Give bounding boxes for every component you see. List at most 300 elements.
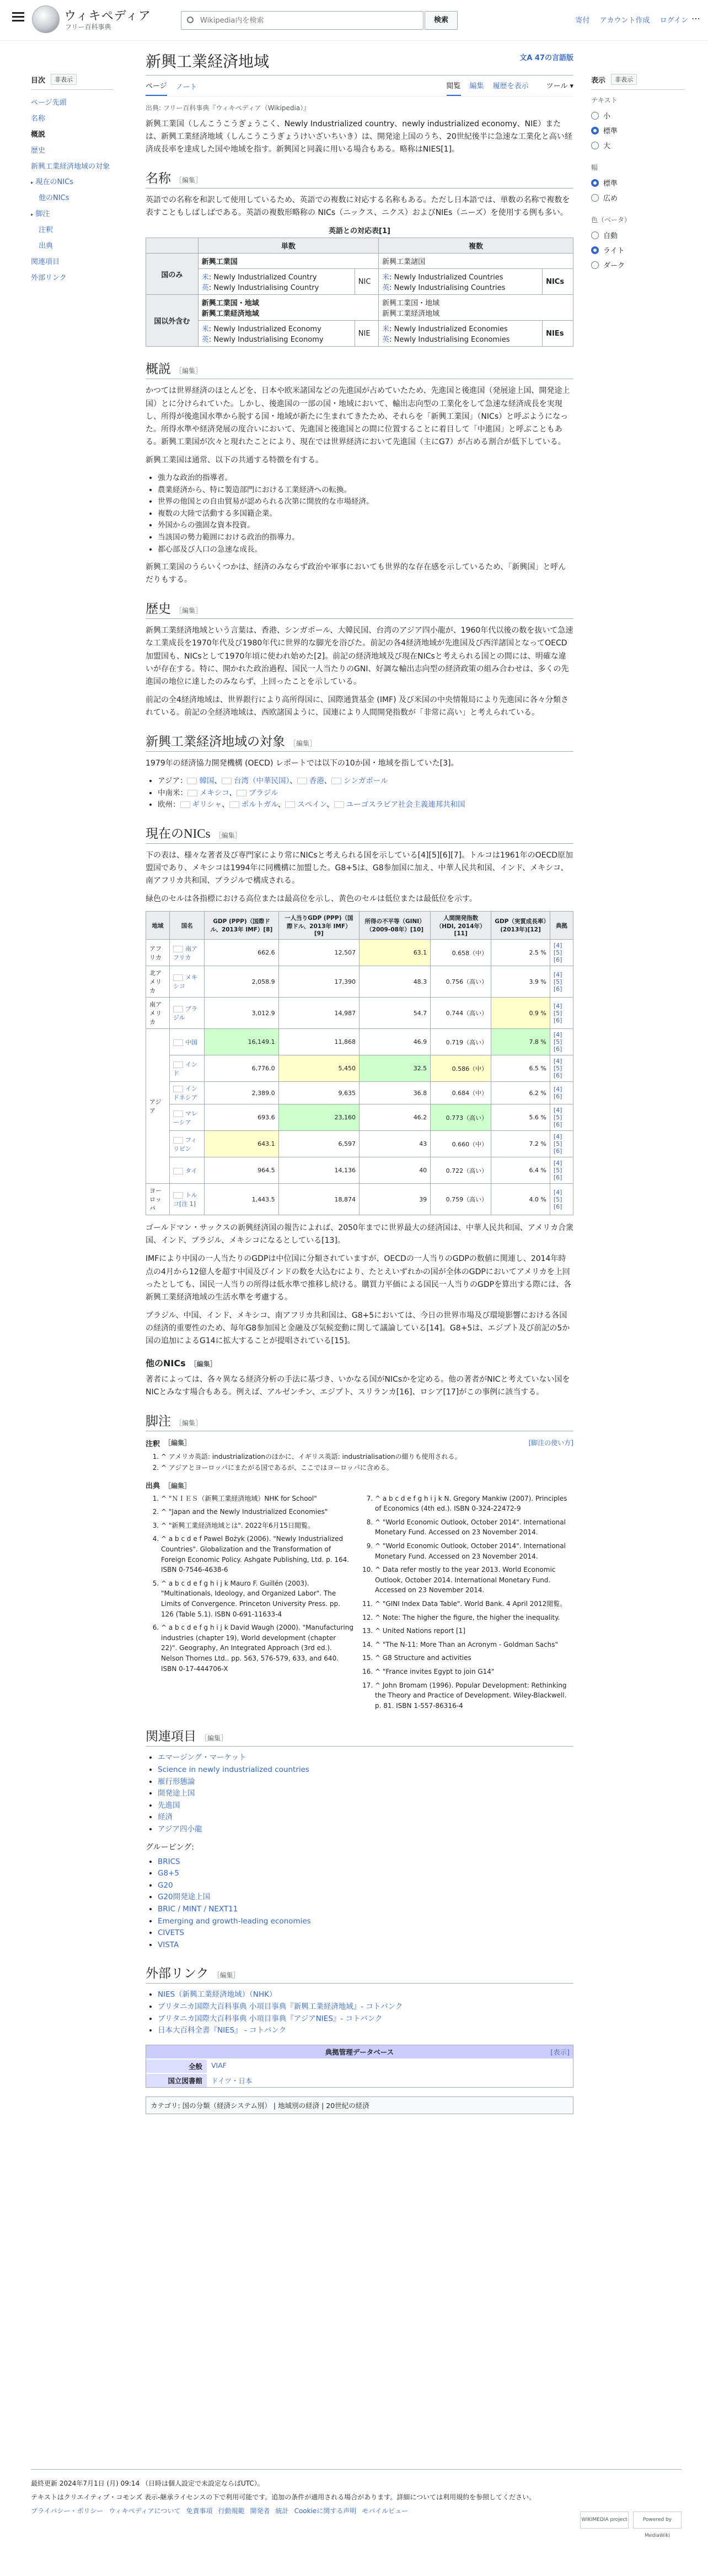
related-item-text[interactable]: 経済 (158, 1813, 173, 1822)
tab-page[interactable]: ページ (146, 76, 167, 96)
tab-read[interactable]: 閲覧 (447, 76, 461, 96)
target-p: 1979年の経済協力開発機構 (OECD) レポートでは以下の10か国・地域を指していた[3]。 (146, 759, 459, 768)
page-tabs (146, 76, 573, 96)
flag-icon (331, 778, 341, 784)
country-link[interactable]: 南アフリカ (173, 945, 197, 961)
edit-link[interactable]: ［編集］ (175, 1419, 202, 1427)
reference-item: 11. ^ "GINI Index Data Table". World Bank. 4 April 2012閲覧。 (375, 1599, 568, 1609)
tab-tools[interactable]: ツール ▾ (546, 82, 573, 90)
site-sub: 出典: フリー百科事典『ウィキペディア（Wikipedia）』 (146, 104, 310, 112)
color-auto[interactable]: 自動 (591, 228, 685, 242)
reference-item: 4. ^ a b c d e f Pawel Bożyk (2006). "Newly Industrialized Countries". Globalization and the Transformation of Foreign Economic Policy. Ashgate Publishing, Ltd. p. 164. ISBN 0-7546-4638-6 (161, 1534, 354, 1575)
footer-link[interactable]: ウィキペディアについて (109, 2507, 181, 2515)
country-link[interactable]: ギリシャ (192, 800, 222, 810)
search-box[interactable] (181, 11, 423, 30)
flag-icon (173, 1006, 183, 1012)
flag-icon (173, 1061, 183, 1068)
list-item: • 強力な政治的指導者。 (158, 472, 573, 484)
current-p2: 緑色のセルは各指標における高位または最高位を示し、黄色のセルは低位または最低位を示す。 (146, 894, 477, 904)
section-current: 現在のNICs ［編集］ (146, 823, 573, 844)
data-cell: 5,450 (278, 1055, 359, 1082)
license-text: テキストはクリエイティブ・コモンズ 表示-継承ライセンスの下で利用可能です。追加の条件が適用される場合があります。詳細については利用規約を参照してください。 (31, 2493, 536, 2502)
page-title: 新興工業経済地域 (146, 44, 573, 76)
toc-sidebar (31, 74, 114, 287)
data-cell: 11,868 (278, 1029, 359, 1055)
data-cell: 0.684（中） (431, 1082, 491, 1104)
flag-icon (173, 1137, 183, 1144)
search-button[interactable]: 検索 (425, 11, 458, 30)
source-cell: [4][5][6] (550, 1104, 573, 1131)
country-link[interactable]: ユーゴスラビア社会主義連邦共和国 (346, 800, 465, 810)
reference-item: 8. ^ "World Economic Outlook, October 2014". International Monetary Fund. Accessed on 23 November 2014. (375, 1517, 568, 1538)
data-cell: 23,160 (278, 1104, 359, 1131)
color-light[interactable]: ライト (591, 242, 685, 257)
list-item: • 複数の大陸で活動する多国籍企業。 (158, 508, 573, 520)
flag-icon (173, 1192, 183, 1199)
text-size-large[interactable]: 大 (591, 138, 685, 153)
external-item-text[interactable]: 日本大百科全書『NIES』 - コトバンク (158, 2026, 287, 2035)
data-cell: 6.5 % (491, 1055, 550, 1082)
donate-link[interactable]: 寄付 (575, 17, 590, 25)
data-cell: 0.660（中） (431, 1131, 491, 1157)
toc-item-label: 現在のNICs (35, 178, 73, 187)
data-cell: 643.1 (205, 1131, 278, 1157)
toc-item[interactable] (31, 159, 114, 175)
table-header: 所得の不平等（GINI）（2009-08年）[10] (360, 912, 431, 940)
footer-link[interactable]: モバイルビュー (362, 2507, 409, 2515)
country-cell (169, 1131, 205, 1157)
country-cell (169, 1184, 205, 1215)
current-p4: IMFにより中国の一人当たりのGDPは中位国に分類されていますが、OECDの一人当りのGDPの数値に関連し、2014年時点の4月から12億人を超す中国及びインドの数を大込むにより、たとえいずれかの国が全体のGDPにおいてアメリカを上回ったとしても、国民一人当りの所得は低水準で推移し続ける。購買力平価による国民一人当りのGDPを算出する際には、各新興工業経済地域の生活水準を考慮する。 (146, 1254, 572, 1302)
table-header: GDP (PPP)（国際ドル、2013年 IMF）[8] (205, 912, 278, 940)
edit-link[interactable]: ［編集］ (175, 367, 202, 375)
section-target: 新興工業経済地域の対象 ［編集］ (146, 731, 573, 752)
name-table: 単数 複数 国のみ 新興工業国 新興工業諸国 米: Newly Industrialized Country 英: Newly Industrialising Country NIC 米: Newly Industrialized Countries 英: Newly Industrialising Countries NICs 国以外含む 新興工業国・地域 新興工業経済地域 新興工業国・地域 新興工業経済地域 米: Newly Industrialized Economy 英: Newly Industrialising Economy NIE 米: Newly Industrialized Economies 英: Newly Industrialising Economies NIEs (146, 238, 573, 347)
article (146, 44, 573, 2114)
toc-item[interactable] (31, 239, 114, 255)
table-header: 典拠 (550, 912, 573, 940)
lead-paragraph: 新興工業国（しんこうこうぎょうこく、Newly Industrialized country、newly industrialized economy、NIE）または、新興工業経済地域（しんこうこうぎょうけいざいちいき）は、開発途上国のうち、20世紀後半に急速な工業化と高い経済成長率を達成した国や地域を指す。新興国と同義に用いる場合もある。略称はNIES[1]。 (146, 120, 572, 154)
reference-item: 10. ^ Data refer mostly to the year 2013. World Economic Outlook, October 2014. International Monetary Fund. Accessed on 23 November 2014. (375, 1565, 568, 1596)
reference-item: 3. ^ "新興工業経済地域とは". 2022年6月15日閲覧。 (161, 1521, 354, 1531)
overview-p3: 新興工業国のうらいくつかは、経済のみならず政治や軍事においても世界的な存在感を示しているため、「新興国」と呼んだりもする。 (146, 563, 566, 585)
related-item-text[interactable]: 雁行形態論 (158, 1777, 195, 1786)
data-cell: 48.3 (360, 966, 431, 998)
country-cell (169, 1029, 205, 1055)
reference-item: 6. ^ a b c d e f g h i j k David Waugh (2000). "Manufacturing industries (chapter 19), World development (chapter 22)". Geography, An Integrated Approach (3rd ed.). Nelson Thornes Ltd.. pp. 563, 576-579, 633, and 640. ISBN 0-17-444706-X (161, 1623, 354, 1674)
data-cell: 6,776.0 (205, 1055, 278, 1082)
country-link[interactable]: インドネシア (173, 1085, 197, 1102)
current-p3: ゴールドマン・サックスの新興経済国の報告によれば、2050年までに世界最大の経済国は、中華人民共和国、アメリカ合衆国、インド、ブラジル、メキシコになるとしている[13]。 (146, 1224, 573, 1246)
region-cell: 北アメリカ (146, 966, 170, 998)
toc-item[interactable] (31, 95, 114, 111)
text-size-standard[interactable]: 標準 (591, 123, 685, 138)
toc-item[interactable] (31, 207, 114, 223)
data-cell: 3,012.9 (205, 998, 278, 1029)
text-size-small[interactable]: 小 (591, 108, 685, 123)
external-item (158, 2013, 573, 2025)
toc-item-label: 関連項目 (31, 257, 60, 266)
toc-item[interactable] (31, 271, 114, 287)
grouping-label: グルーピング: (146, 1842, 195, 1852)
related-item (158, 1824, 573, 1836)
country-cell (169, 1055, 205, 1082)
data-cell: 1,443.5 (205, 1184, 278, 1215)
wordmark[interactable]: ウィキペディア (64, 9, 151, 23)
last-modified: 最終更新 2024年7月1日 (月) 09:14 （日時は個人設定で未設定ならばUTC）。 (31, 2480, 264, 2487)
footer-link[interactable]: 統計 (275, 2507, 289, 2515)
footer-link[interactable]: Cookieに関する声明 (294, 2507, 357, 2515)
reference-item: 9. ^ "World Economic Outlook, October 2014". International Monetary Fund. Accessed on 23 November 2014. (375, 1541, 568, 1561)
group-item (158, 1856, 573, 1868)
related-item-text[interactable]: アジア四小龍 (158, 1824, 202, 1834)
color-label: 色（ベータ） (591, 216, 631, 224)
authority-link[interactable]: ドイツ・日本 (211, 2076, 253, 2085)
other-p: 著者によっては、各々異なる経済分析の手法に基づき、いかなる国がNICsかを定める。他の著者がNICと考えていない国をNICとみなす場合もある。例えば、アルゼンチン、エジプト、スリランカ[16]、ロシア[17]がこの事例に該当する。 (146, 1375, 570, 1397)
data-cell: 9,635 (278, 1082, 359, 1104)
reference-item: 2. ^ "Japan and the Newly Industrialized Economies" (161, 1507, 354, 1517)
toc-item-label: 外部リンク (31, 273, 67, 282)
data-cell: 14,136 (278, 1157, 359, 1184)
country-link[interactable]: 韓国 (199, 777, 214, 786)
external-item-text[interactable]: ブリタニカ国際大百科事典 小項目事典『新興工業経済地域』- コトバンク (158, 2002, 403, 2011)
reference-item: 14. ^ "The N-11: More Than an Acronym - Goldman Sachs" (375, 1640, 568, 1650)
group-item (158, 1939, 573, 1952)
list-item: • 農業経済から、特に製造部門における工業経済への転換。 (158, 484, 573, 497)
source-cell: [4][5][6] (550, 1055, 573, 1082)
toc-item-label: 名称 (31, 114, 46, 123)
related-item (158, 1752, 573, 1764)
name-table-caption: 英語との対応表[1] (329, 227, 390, 236)
appearance-sidebar (591, 74, 685, 282)
source-cell: [4][5][6] (550, 940, 573, 966)
data-cell: 46.2 (360, 1104, 431, 1131)
flag-icon (334, 801, 344, 808)
flag-icon (222, 778, 232, 784)
list-item: • 当該国の勢力範囲における政治的指導力。 (158, 532, 573, 544)
table-header: 人間開発指数（HDI, 2014年）[11] (431, 912, 491, 940)
data-cell: 662.6 (205, 940, 278, 966)
data-cell: 36.8 (360, 1082, 431, 1104)
create-account-link[interactable]: アカウント作成 (599, 17, 650, 25)
group-item-text[interactable]: G8+5 (158, 1869, 179, 1878)
flag-icon (237, 790, 246, 796)
page-footer (31, 2469, 682, 2539)
category-links[interactable]: カテゴリ: 国の分類（経済システム別） | 地域別の経済 | 20世紀の経済 (146, 2097, 573, 2114)
tab-history[interactable]: 履歴を表示 (492, 82, 529, 90)
group-item-text[interactable]: G20開発途上国 (158, 1893, 211, 1902)
language-button[interactable]: 文A 47の言語版 (519, 54, 573, 62)
group-item-text[interactable]: BRICS (158, 1857, 180, 1866)
group-item-text[interactable]: VISTA (158, 1940, 179, 1949)
related-item-text[interactable]: Science in newly industrialized countries (158, 1765, 309, 1774)
country-link[interactable]: ブラジル (173, 1005, 197, 1022)
data-cell: 6.4 % (491, 1157, 550, 1184)
group-item (158, 1868, 573, 1880)
table-row (146, 966, 573, 998)
related-item (158, 1788, 573, 1800)
table-row (146, 1104, 573, 1131)
source-cell: [4][5][6] (550, 1184, 573, 1215)
country-cell (169, 940, 205, 966)
group-item (158, 1880, 573, 1892)
personal-tools (567, 14, 688, 25)
data-cell: 16,149.1 (205, 1029, 278, 1055)
related-item-text[interactable]: エマージング・マーケット (158, 1753, 246, 1763)
width-label: 幅 (591, 164, 598, 171)
flag-icon (173, 1039, 183, 1046)
target-list: • アジア： 韓国、 台湾（中華民国）、 香港、 シンガポール • 中南米： メキシコ、 ブラジル • 欧州： ギリシャ、 ポルトガル、 スペイン、 ユーゴスラビア社会主義連邦共和国 (158, 775, 573, 811)
data-cell: 0.9 % (491, 998, 550, 1029)
toc-item-label: 概説 (31, 130, 46, 139)
flag-icon (285, 801, 295, 808)
data-cell: 39 (360, 1184, 431, 1215)
toc-item[interactable] (31, 175, 114, 191)
data-cell: 0.658（中） (431, 940, 491, 966)
table-row (146, 1157, 573, 1184)
data-cell: 7.8 % (491, 1029, 550, 1055)
data-cell: 14,987 (278, 998, 359, 1029)
country-link[interactable]: メキシコ (200, 788, 229, 797)
group-item-text[interactable]: CIVETS (158, 1928, 184, 1938)
external-item (158, 2001, 573, 2013)
country-cell (169, 1157, 205, 1184)
edit-link[interactable]: ［編集］ (190, 1360, 217, 1368)
toc-list (31, 95, 114, 287)
overview-p1: かつては世界経済のほとんどを、日本や欧米諸国などの先進国が占めていたため、先進国と後進国（発展途上国、開発途上国）とに分けられていた。しかし、後進国の一部の国・地域において、輸出志向型の工業化をして急速な経済成長を実現し、所得が後進国水準から脱する国・地域が新たに生まれてきたため、それらを「新興工業国」（NICs）と呼ぶようになった。所得水準や経済発展の度合いにおいて、先進国と後進国との間に位置することに着目して「中進国」と呼ぶこともある。新興工業国が次々と現れたことにより、現在では世界経済において先進国（主にG7）が占める割合が低下している。 (146, 386, 570, 446)
country-link[interactable]: 中国 (185, 1038, 197, 1046)
wikipedia-logo[interactable] (32, 6, 60, 33)
source-cell: [4][5][6] (550, 966, 573, 998)
data-cell: 54.7 (360, 998, 431, 1029)
country-link[interactable]: メキシコ (173, 974, 197, 990)
related-item (158, 1800, 573, 1812)
list-item: • 都心部及び人口の急速な成長。 (158, 544, 573, 556)
table-header: 国名 (169, 912, 205, 940)
references (146, 1494, 573, 1715)
reference-item: 15. ^ G8 Structure and activities (375, 1653, 568, 1663)
country-link[interactable]: トルコ[注 1] (173, 1192, 197, 1208)
region-cell: ヨーロッパ (146, 1184, 170, 1215)
edit-link[interactable]: ［編集］ (175, 607, 202, 615)
group-item-text[interactable]: BRIC / MINT / NEXT11 (158, 1905, 238, 1914)
related-item (158, 1764, 573, 1776)
country-link[interactable]: スペイン (297, 800, 327, 810)
data-cell: 0.719（高い） (431, 1029, 491, 1055)
group-item (158, 1904, 573, 1916)
table-row (146, 998, 573, 1029)
data-cell: 18,874 (278, 1184, 359, 1215)
toc-item[interactable] (31, 143, 114, 159)
note-item: 1. ^ アメリカ英語: industrializationのほかに、イギリス英語: industrialisationの綴りも使用される。 (161, 1452, 573, 1462)
source-cell: [4][5][6] (550, 1157, 573, 1184)
flag-icon (173, 1111, 183, 1117)
reference-item: 5. ^ a b c d e f g h i j k Mauro F. Guillén (2003). "Multinationals, Ideology, and Organized Labor". The Limits of Convergence. Princeton University Press. pp. 126 (Table 5.1). ISBN 0-691-11633-4 (161, 1578, 354, 1619)
reference-item: 1. ^ "ＮＩＥＳ（新興工業経済地域）NHK for School" (161, 1494, 354, 1504)
country-link[interactable]: ブラジル (248, 788, 278, 797)
toc-item[interactable] (31, 111, 114, 127)
current-p1: 下の表は、様々な著者及び専門家により常にNICsと考えられる国を示している[4][5][6][7]。トルコは1961年のOECD原加盟国であり、メキシコは1994年に同機構に加盟した。G8+5は、G8参加国に加え、中華人民共和国、インド、メキシコ、南アフリカ共和国、ブラジルで構成される。 (146, 850, 573, 886)
notes-list (146, 1452, 573, 1473)
search-icon (187, 17, 194, 23)
flag-icon (187, 790, 197, 796)
table-header: 一人当りGDP (PPP)（国際ドル、2013年 IMF）[9] (278, 912, 359, 940)
toc-item-label: ページ先頭 (31, 99, 67, 107)
wikimedia-badge[interactable]: WIKIMEDIA project (580, 2512, 629, 2529)
site-header (0, 0, 708, 41)
data-cell: 7.2 % (491, 1131, 550, 1157)
data-cell: 0.586（中） (431, 1055, 491, 1082)
authority-control: 典拠管理データベース [表示] 全般 VIAF 国立図書館 ドイツ・日本 (146, 2045, 573, 2088)
external-item (158, 2025, 573, 2037)
tab-edit[interactable]: 編集 (469, 82, 484, 90)
tab-talk[interactable]: ノート (175, 83, 197, 91)
data-cell: 12,507 (278, 940, 359, 966)
flag-icon (173, 946, 183, 952)
toc-item[interactable] (31, 127, 114, 143)
width-standard[interactable]: 標準 (591, 175, 685, 190)
country-link[interactable]: 香港 (309, 777, 324, 786)
source-cell: [4][5][6] (550, 998, 573, 1029)
flag-icon (173, 1086, 183, 1092)
group-item (158, 1916, 573, 1928)
footer-link[interactable]: 免責事項 (186, 2507, 213, 2515)
login-link[interactable]: ログイン (659, 17, 688, 25)
data-cell: 2,058.9 (205, 966, 278, 998)
country-link[interactable]: フィリピン (173, 1136, 197, 1152)
data-cell: 0.759（高い） (431, 1184, 491, 1215)
toc-item-label: 脚注 (35, 210, 50, 219)
gdp-table (146, 911, 573, 1215)
data-cell: 32.5 (360, 1055, 431, 1082)
source-cell: [4][6] (550, 1082, 573, 1104)
reference-item: 13. ^ United Nations report [1] (375, 1626, 568, 1636)
data-cell: 46.9 (360, 1029, 431, 1055)
table-row (146, 1131, 573, 1157)
appearance-title: 表示 (591, 76, 606, 85)
table-row (146, 1082, 573, 1104)
data-cell: 2.5 % (491, 940, 550, 966)
external-item-text[interactable]: ブリタニカ国際大百科事典 小項目事典『アジアNIES』- コトバンク (158, 2014, 383, 2023)
toc-item[interactable] (31, 223, 114, 239)
edit-link[interactable]: ［編集］ (214, 831, 242, 839)
table-header: 地域 (146, 912, 170, 940)
data-cell: 6,597 (278, 1131, 359, 1157)
data-cell: 43 (360, 1131, 431, 1157)
edit-link[interactable]: ［編集］ (201, 1734, 228, 1743)
table-row (146, 1184, 573, 1215)
history-p1: 新興工業経済地域という言葉は、香港、シンガポール、大韓民国、台湾のアジア四小龍が、1960年代以後の数を抜いて急速な工業成長を1970年代及び1980年代に世界的な脚光を浴びた。前記の各4経済地域が先進国及び西洋諸国となってOECD加盟国も、NICsとして1970年頃に使われ始めた[2]。前記の経済地域及び現在NICsと考えられる国との間には、明確な違いが存在する。特に、開かれた政治過程、国民一人当たりのGNI、好調な輸出志向型の経済政策の組み合わせは、多くの先進国の地位に達したのみならず、上回ったことを示している。 (146, 626, 573, 686)
authority-toggle[interactable]: [表示] (550, 2047, 570, 2056)
flag-icon (173, 974, 183, 981)
footer-link[interactable]: プライバシー・ポリシー (31, 2507, 104, 2515)
footer-link[interactable]: 開発者 (250, 2507, 270, 2515)
footnote-usage-link[interactable]: [脚注の使い方] (528, 1439, 573, 1447)
name-paragraph: 英語での名称を和訳して使用しているため、英語での複数に対応する名称もある。ただし日本語では、単数の名称で複数を表すこともしばしばである。英語の複数形略称の NICs（ニックス、ニクス）およびNIEs（ニーズ）を使用する例も多い。 (146, 196, 570, 218)
section-history: 歴史 ［編集］ (146, 599, 573, 619)
external-item-text[interactable]: NIES（新興工業経済地域）（NHK） (158, 1990, 277, 2000)
region-cell: アジア (146, 1029, 170, 1184)
color-dark[interactable]: ダーク (591, 257, 685, 272)
text-size-label: テキスト (591, 96, 618, 104)
reference-item: 12. ^ Note: The higher the figure, the higher the inequality. (375, 1613, 568, 1623)
data-cell: 17,390 (278, 966, 359, 998)
width-wide[interactable]: 広め (591, 190, 685, 205)
flag-icon (229, 801, 239, 808)
grouping-list (158, 1856, 573, 1952)
data-cell: 63.1 (360, 940, 431, 966)
table-row (146, 1055, 573, 1082)
toc-item[interactable] (31, 255, 114, 271)
table-row (146, 1029, 573, 1055)
related-item-text[interactable]: 開発途上国 (158, 1789, 195, 1798)
group-item-text[interactable]: Emerging and growth-leading economies (158, 1916, 311, 1926)
group-item (158, 1927, 573, 1939)
toc-item[interactable] (31, 191, 114, 207)
edit-link[interactable]: ［編集］ (289, 740, 317, 748)
table-header: GDP（実質成長率）(2013年)[12] (491, 912, 550, 940)
related-item-text[interactable]: 先進国 (158, 1801, 180, 1810)
data-cell: 964.5 (205, 1157, 278, 1184)
data-cell: 5.6 % (491, 1104, 550, 1131)
data-cell: 0.744（高い） (431, 998, 491, 1029)
country-cell (169, 1104, 205, 1131)
authority-link[interactable]: VIAF (211, 2061, 227, 2070)
mediawiki-badge[interactable]: Powered by MediaWiki (633, 2512, 682, 2529)
external-item (158, 1989, 573, 2001)
country-link[interactable]: ポルトガル (241, 800, 278, 810)
toc-item-label: 他のNICs (39, 194, 69, 203)
appearance-hide-button[interactable]: 非表示 (611, 74, 637, 85)
edit-link[interactable]: ［編集］ (164, 1439, 191, 1447)
reference-item: 16. ^ "France invites Egypt to join G14" (375, 1667, 568, 1677)
data-cell: 0.773（高い） (431, 1104, 491, 1131)
country-cell (169, 1082, 205, 1104)
toc-item-label: 新興工業経済地域の対象 (31, 162, 110, 171)
data-cell: 4.0 % (491, 1184, 550, 1215)
data-cell: 0.756（高い） (431, 966, 491, 998)
section-name: 名称 ［編集］ (146, 168, 573, 188)
source-cell: [4][5][6] (550, 1029, 573, 1055)
edit-link[interactable]: ［編集］ (175, 176, 202, 185)
country-link[interactable]: シンガポール (344, 777, 388, 786)
reference-item: 17. ^ John Bromam (1996). Popular Development: Rethinking the Theory and Practice of Development. Wiley-Blackwell. p. 81. ISBN 1-557-86316-4 (375, 1680, 568, 1711)
country-link[interactable]: インド (173, 1060, 197, 1077)
edit-link[interactable]: ［編集］ (213, 1971, 240, 1980)
flag-icon (180, 801, 190, 808)
related-item (158, 1776, 573, 1788)
reference-item: 7. ^ a b c d e f g h i j k N. Gregory Mankiw (2007). Principles of Economics (4th ed.). ISBN 0-324-22472-9 (375, 1494, 568, 1514)
country-link[interactable]: タイ (185, 1167, 197, 1174)
group-item-text[interactable]: G20 (158, 1880, 173, 1890)
data-cell: 40 (360, 1157, 431, 1184)
country-link[interactable]: 台湾（中華民国） (233, 777, 290, 786)
related-item (158, 1812, 573, 1824)
footer-link[interactable]: 行動規範 (218, 2507, 245, 2515)
edit-link[interactable]: ［編集］ (164, 1481, 191, 1490)
source-cell: [4][5][6] (550, 1131, 573, 1157)
search-input[interactable] (200, 15, 415, 26)
section-other-nics: 他のNICs ［編集］ (146, 1358, 217, 1369)
tagline: フリー百科事典 (65, 23, 111, 31)
toc-hide-button[interactable]: 非表示 (51, 74, 77, 85)
main-menu-icon[interactable] (12, 12, 24, 22)
region-cell: アフリカ (146, 940, 170, 966)
more-options-icon[interactable]: ⋯ (691, 13, 700, 24)
related-list (158, 1752, 573, 1835)
section-overview: 概説 ［編集］ (146, 359, 573, 379)
country-link[interactable]: マレーシア (173, 1109, 197, 1126)
